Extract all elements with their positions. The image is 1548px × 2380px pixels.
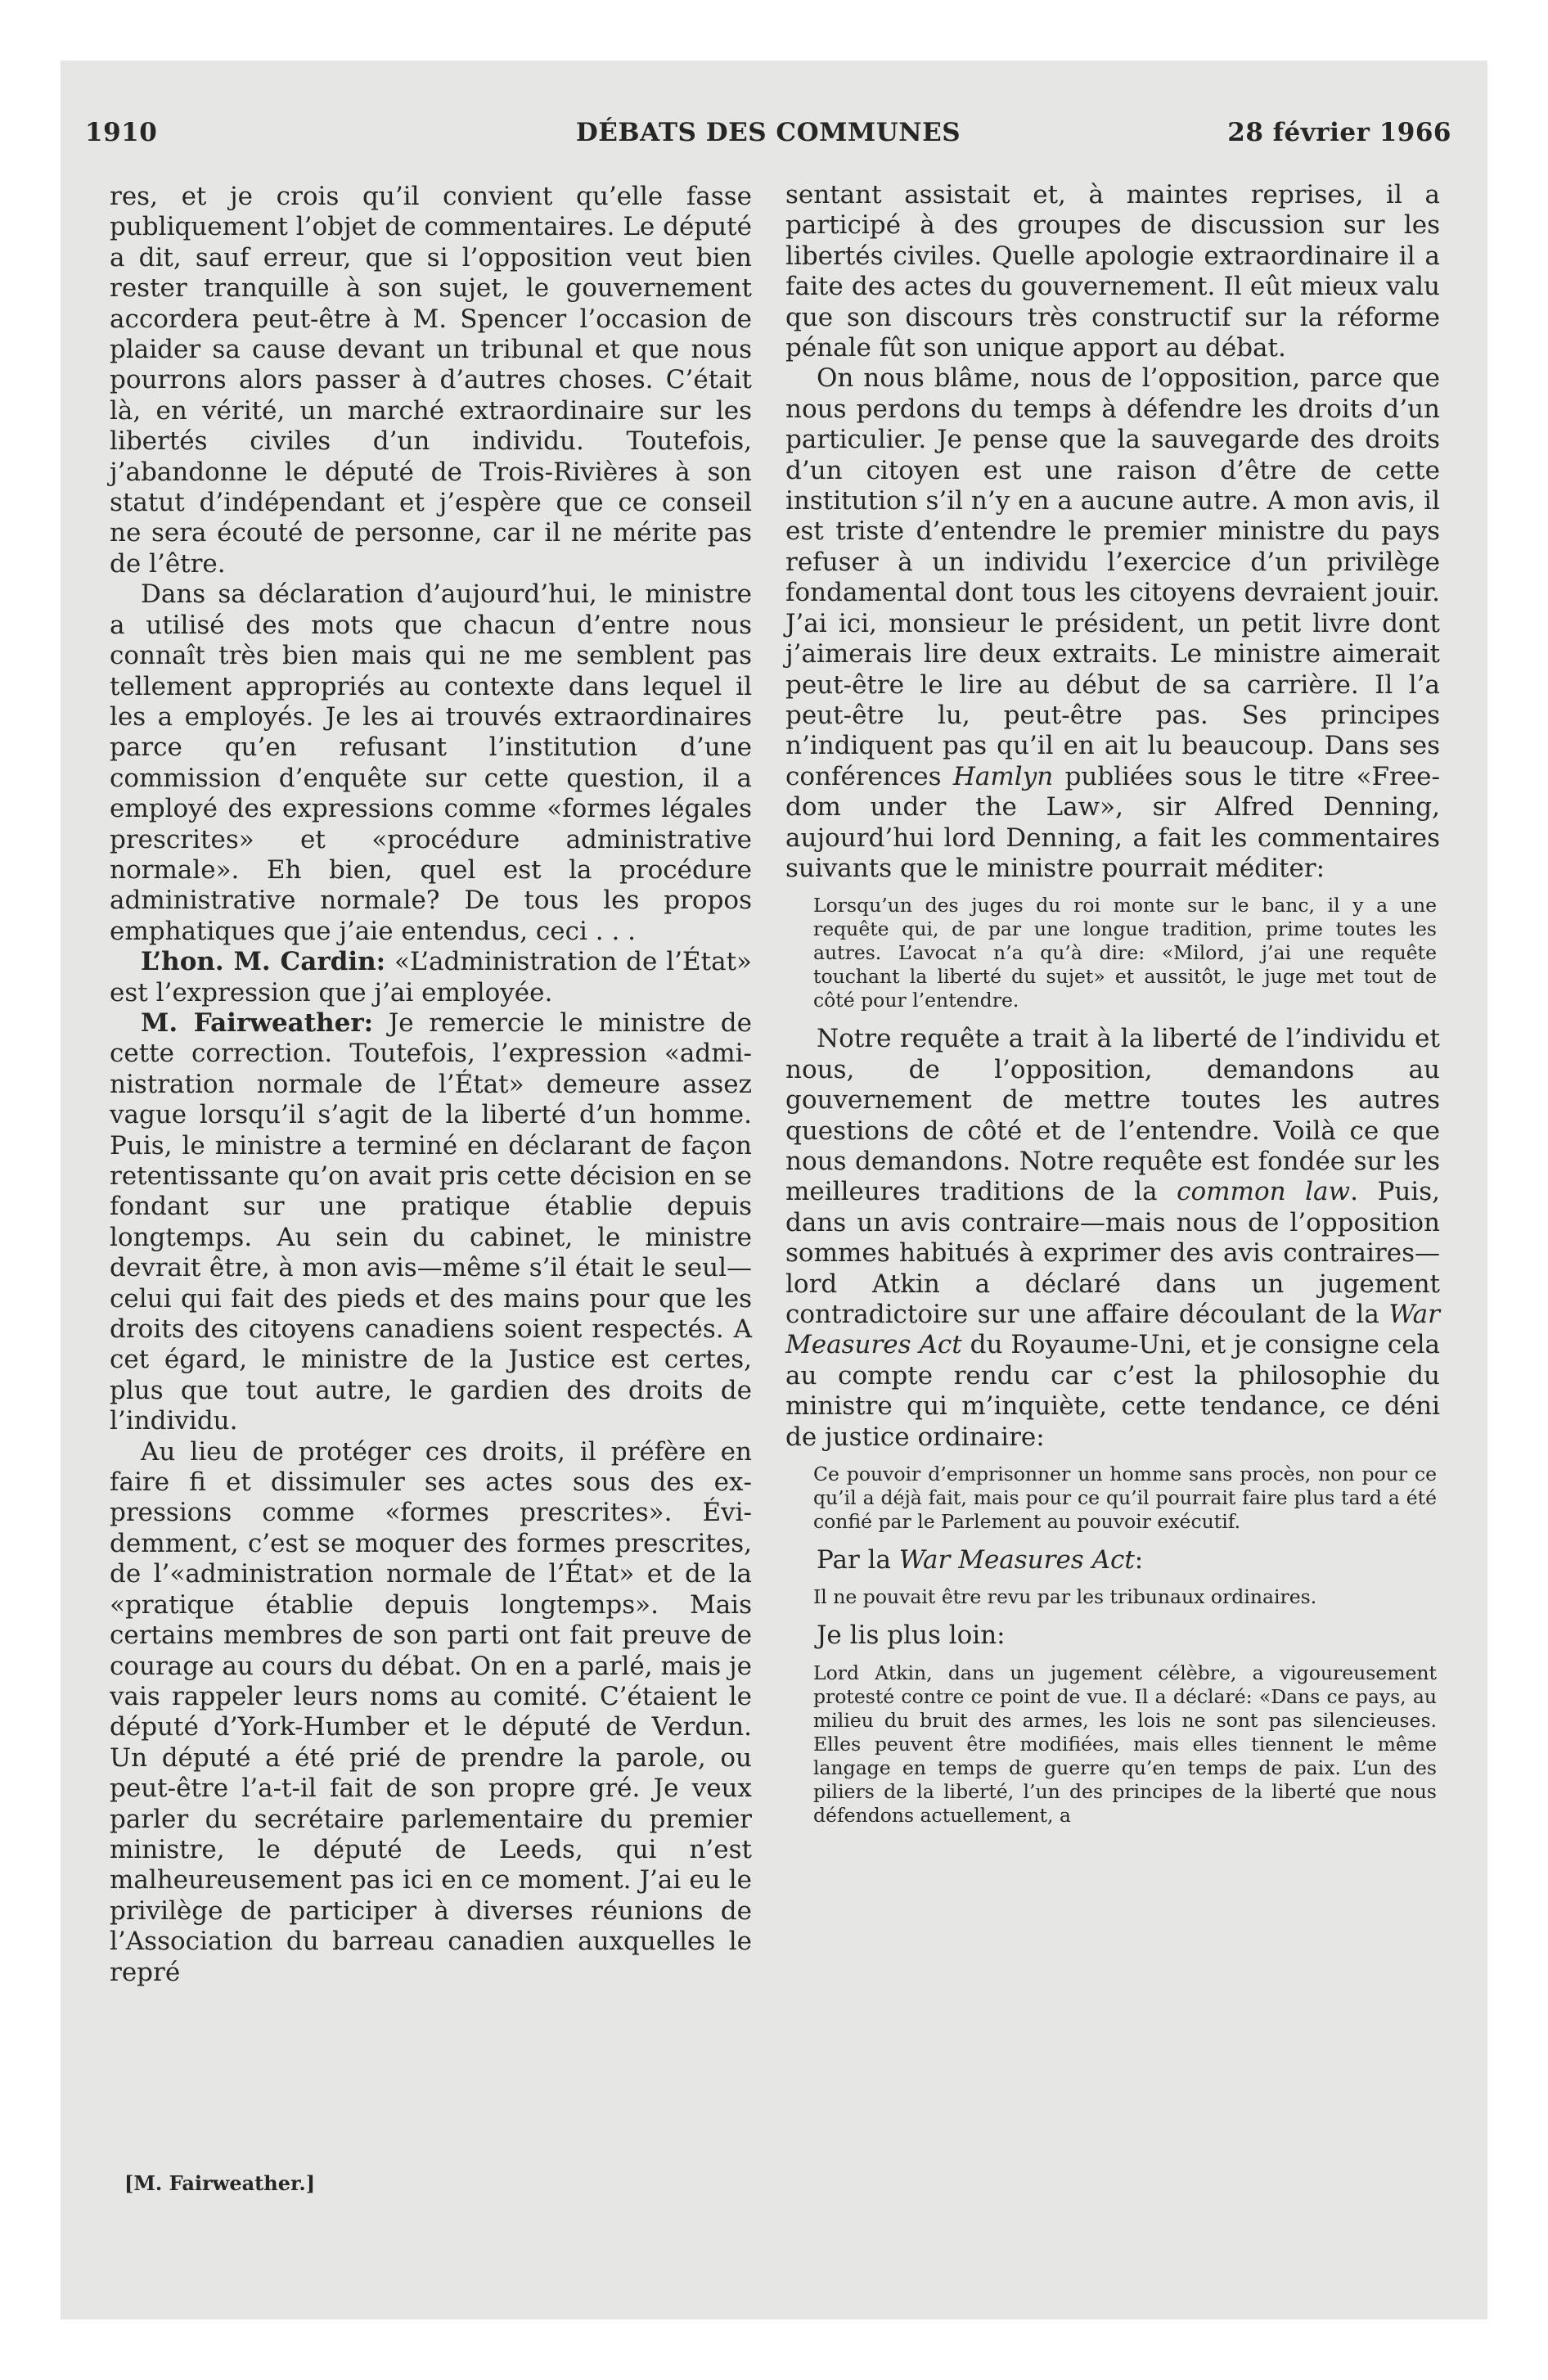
- paragraph: Notre requête a trait à la liberté de l’individu et nous, de l’opposition, demandons au gouvernement de mettre toutes les autres questions de côté et de l’entendre. Voilà ce que nous demandons. Notre requête est fondée sur les meilleures traditions de la common law. Puis, dans un avis contraire—mais nous de l’opposition sommes habitués à exprimer des avis contraires—lord Atkin a déclaré dans un jugement contradictoire sur une affaire découlant de la War Measures Act du Royaume-Uni, et je consigne cela au compte rendu car c’est la philosophie du ministre qui m’inquiète, cette tendance, ce déni de justice ordinaire:: [785, 1024, 1441, 1452]
- paragraph: On nous blâme, nous de l’opposition, parce que nous perdons du temps à défendre les droits d’un particulier. Je pense que la sauvegarde des droits d’un citoyen est une raison d’être de cette institution s’il n’y en a aucune autre. A mon avis, il est triste d’entendre le premier ministre du pays refuser à un individu l’exercice d’un privilège fondamental dont tous les citoyens devraient jouir. J’ai ici, monsieur le président, un petit livre dont j’aimerais lire deux extraits. Le ministre aimerait peut-être le lire au début de sa carrière. Il l’a peut-être lu, peut-être pas. Ses principes n’indiquent pas qu’il en ait lu beaucoup. Dans ses conférences Hamlyn publiées sous le titre «Freedom under the Law», sir Alfred Denning, aujourd’hui lord Denning, a fait les commentaires suivants que le ministre pourrait méditer:: [785, 363, 1440, 883]
- speaker-intervention: M. Fairweather: Je remercie le ministre de cette correction. Toutefois, l’expression «administration normale de l’État» demeure assez vague lorsqu’il s’agit de la liberté d’un homme. Puis, le ministre a terminé en déclarant de façon retentissante qu’on avait pris cette décision en se fondant sur une pratique établie depuis longtemps. Au sein du cabinet, le ministre devrait être, à mon avis—même s’il était le seul—celui qui fait des pieds et des mains pour que les droits des citoyens canadiens soient respectés. A cet égard, le ministre de la Justice est certes, plus que tout autre, le gardien des droits de l’individu.: [110, 1007, 752, 1436]
- paragraph: sentant assistait et, à maintes reprises, il a participé à des groupes de discussion sur les libertés civiles. Quelle apologie extraordinaire il a faite des actes du gouvernement. Il eût mieux valu que son discours très constructif sur la réforme pénale fût son unique apport au débat.: [785, 180, 1440, 363]
- paragraph: Dans sa déclaration d’aujourd’hui, le ministre a utilisé des mots que chacun d’entre nous connaît très bien mais qui ne me semblent pas tellement appropriés au contexte dans lequel il les a employés. Je les ai trouvés extraordinaires parce qu’en refusant l’institution d’une commission d’enquête sur cette question, il a employé des expressions comme «formes légales prescrites» et «procédure administrative normale». Eh bien, quel est la procédure administrative normale? De tous les propos emphatiques que j’aie entendus, ceci . . .: [110, 579, 752, 946]
- right-column: [785, 180, 1440, 1839]
- speaker-name: L’hon. M. Cardin:: [141, 947, 386, 977]
- paragraph: Je lis plus loin:: [817, 1620, 1006, 1651]
- block-quote: Ce pouvoir d’emprisonner un homme sans procès, non pour ce qu’il a déjà fait, mais pour ce qu’il pourrait faire plus tard a été confié par le Parlement au pouvoir exécutif.: [813, 1463, 1437, 1534]
- issue-date: 28 février 1966: [1227, 118, 1451, 147]
- paragraph: Par la War Measures Act:: [817, 1545, 1144, 1575]
- speaker-footer: [M. Fairweather.]: [124, 2171, 316, 2195]
- page-number: 1910: [85, 118, 158, 147]
- left-column: [110, 182, 752, 1988]
- paragraph: res, et je crois qu’il convient qu’elle fasse publiquement l’objet de commentaires. Le député a dit, sauf erreur, que si l’opposition veut bien rester tranquille à son sujet, le gouvernement accordera peut-être à M. Spencer l’occasion de plaider sa cause devant un tribunal et que nous pourrons alors passer à d’autres choses. C’était là, en vérité, un marché extraordinaire sur les libertés civiles d’un individu. Toutefois, j’abandonne le député de Trois-Rivières à son statut d’indépendant et j’espère que ce conseil ne sera écouté de personne, car il ne mérite pas de l’être.: [110, 182, 752, 579]
- speaker-intervention: L’hon. M. Cardin: «L’administration de l’État» est l’expression que j’ai employée.: [110, 947, 753, 1007]
- speaker-name: M. Fairweather:: [141, 1007, 374, 1038]
- block-quote: Il ne pouvait être revu par les tribunaux ordinaires.: [813, 1585, 1317, 1609]
- publication-title: DÉBATS DES COMMUNES: [575, 118, 961, 147]
- paragraph: Au lieu de protéger ces droits, il préfère en faire fi et dissimuler ses actes sous des expressions comme «formes prescrites». Évidemment, c’est se moquer des formes prescrites, de l’«administration normale de l’État» et de la «pratique établie depuis longtemps». Mais certains membres de son parti ont fait preuve de courage au cours du débat. On en a parlé, mais je vais rappeler leurs noms au comité. C’étaient le député d’York-Humber et le député de Verdun. Un député a été prié de prendre la parole, ou peut-être l’a-t-il fait de son propre gré. Je veux parler du secrétaire parlementaire du premier ministre, le député de Leeds, qui n’est malheureusement pas ici en ce moment. J’ai eu le privilège de participer à diverses réunions de l’Association du barreau canadien auxquelles le repré: [110, 1436, 752, 1987]
- block-quote: Lord Atkin, dans un jugement célèbre, a vigoureusement protesté contre ce point de vue. Il a déclaré: «Dans ce pays, au milieu du bruit des armes, les lois ne sont pas silencieuses. Elles peuvent être modifiées, mais elles tiennent le même langage en temps de guerre qu’en temps de paix. L’un des piliers de la liberté, l’un des principes de la liberté que nous défendons actuellement, a: [813, 1661, 1437, 1827]
- block-quote: Lorsqu’un des juges du roi monte sur le banc, il y a une requête qui, de par une longue tradition, prime toutes les autres. L’avocat n’a qu’à dire: «Milord, j’ai une requête touchant la liberté du sujet» et aussitôt, le juge met tout de côté pour l’entendre.: [813, 894, 1437, 1012]
- page-header: [85, 118, 1451, 156]
